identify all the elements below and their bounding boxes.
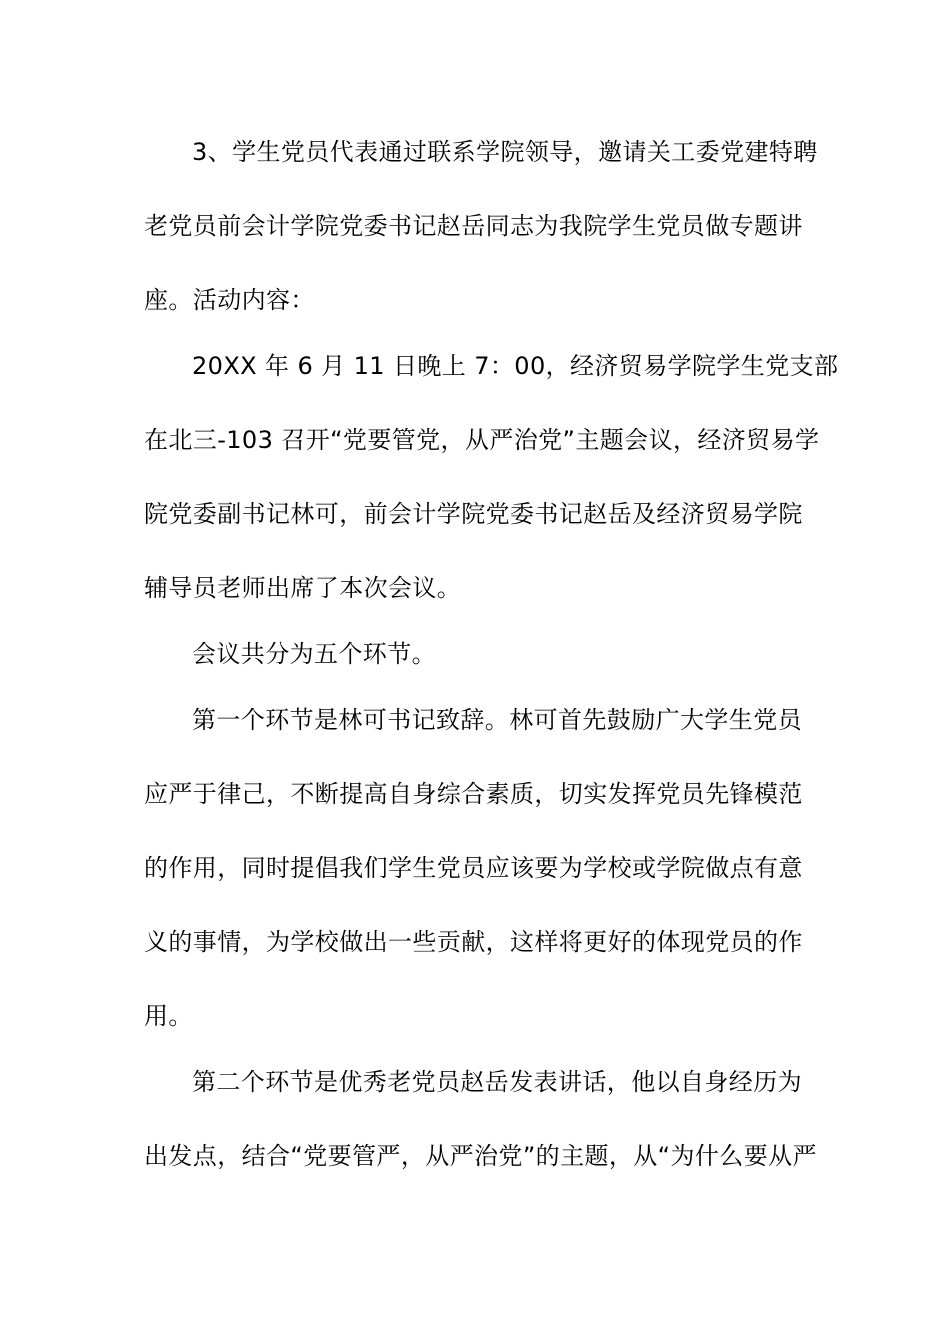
paragraph-line: 院党委副书记林可，前会计学院党委书记赵岳及经济贸易学院 xyxy=(144,500,803,528)
paragraph-line: 义的事情，为学校做出一些贡献，这样将更好的体现党员的作 xyxy=(144,928,803,956)
paragraph-line: 20XX 年 6 月 11 日晚上 7：00，经济贸易学院学生党支部 xyxy=(192,352,839,380)
paragraph-line: 座。活动内容： xyxy=(144,286,315,314)
paragraph-line: 会议共分为五个环节。 xyxy=(192,640,436,668)
paragraph-line: 老党员前会计学院党委书记赵岳同志为我院学生党员做专题讲 xyxy=(144,212,803,240)
paragraph-line: 用。 xyxy=(144,1002,193,1030)
paragraph-line: 第一个环节是林可书记致辞。林可首先鼓励广大学生党员 xyxy=(192,706,802,734)
paragraph-line: 出发点，结合“党要管严，从严治党”的主题，从“为什么要从严 xyxy=(144,1142,817,1170)
paragraph-line: 应严于律己，不断提高自身综合素质，切实发挥党员先锋模范 xyxy=(144,780,803,808)
paragraph-line: 第二个环节是优秀老党员赵岳发表讲话，他以自身经历为 xyxy=(192,1068,802,1096)
paragraph-line: 辅导员老师出席了本次会议。 xyxy=(144,574,462,602)
paragraph-line: 在北三-103 召开“党要管党，从严治党”主题会议，经济贸易学 xyxy=(144,426,820,454)
paragraph-line: 3、学生党员代表通过联系学院领导，邀请关工委党建特聘 xyxy=(192,138,818,166)
paragraph-line: 的作用，同时提倡我们学生党员应该要为学校或学院做点有意 xyxy=(144,854,803,882)
